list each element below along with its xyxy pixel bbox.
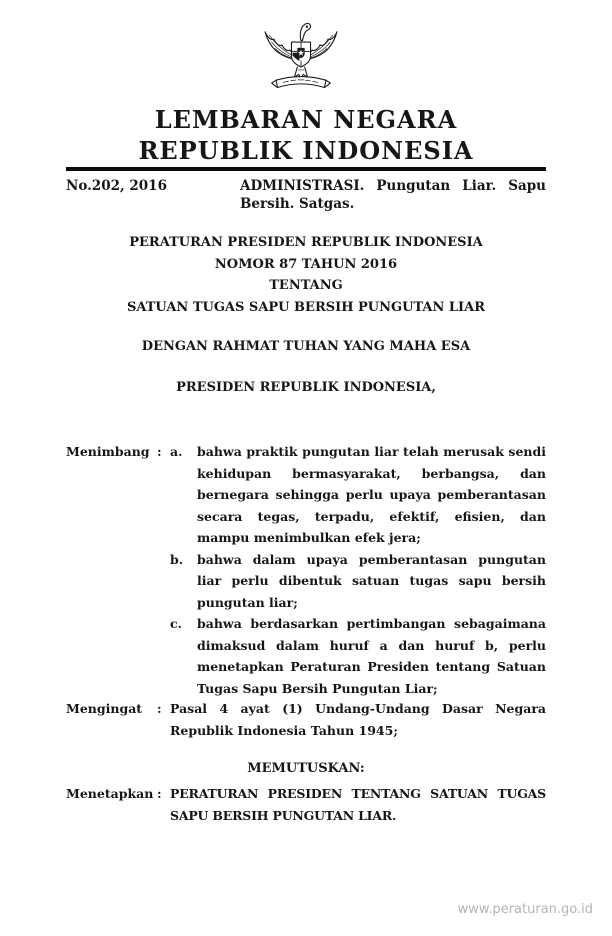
gazette-title (0, 104, 612, 166)
regulation-heading-line4: SATUAN TUGAS SAPU BERSIH PUNGUTAN LIAR (126, 299, 486, 315)
consideration-item (170, 549, 546, 614)
decision-heading: MEMUTUSKAN: (247, 761, 365, 776)
masthead-info-row (66, 177, 546, 213)
enactment-label: Menetapkan (66, 786, 154, 801)
consideration-item-letter: c. (170, 616, 182, 631)
source-watermark: www.peraturan.go.id (457, 902, 593, 917)
invocation-line: DENGAN RAHMAT TUHAN YANG MAHA ESA (141, 339, 471, 354)
garuda-pancasila-emblem (257, 15, 345, 97)
consideration-item (170, 441, 546, 549)
legal-basis-label: Mengingat (66, 701, 143, 716)
masthead-divider (66, 167, 546, 171)
consideration-item-letter: a. (170, 444, 183, 459)
legal-basis-text: Pasal 4 ayat (1) Undang-Undang Dasar Negara Republik Indonesia Tahun 1945; (170, 701, 546, 738)
consideration-item-letter: b. (170, 551, 184, 567)
consideration-item-text: bahwa praktik pungutan liar telah merusak sendi kehidupan bermasyarakat, berbangsa, dan bernegara sehingga perlu upaya pemberantasan secara tegas, terpadu, efektif, efisien, dan mampu menimbulkan efek jera; (197, 444, 546, 545)
gazette-number: No.202, 2016 (66, 178, 167, 194)
regulation-heading-line2: NOMOR 87 TAHUN 2016 (214, 256, 398, 272)
legal-basis-clause (66, 698, 546, 741)
considerations-list (170, 441, 546, 699)
consideration-item-text: bahwa berdasarkan pertimbangan sebagaimana dimaksud dalam huruf a dan huruf b, perlu menetapkan Peraturan Presiden tentang Satuan Tugas Sapu Bersih Pungutan Liar; (197, 616, 546, 696)
enactment-colon: : (157, 786, 162, 801)
enactment-text: PERATURAN PRESIDEN TENTANG SATUAN TUGAS SAPU BERSIH PUNGUTAN LIAR. (170, 786, 546, 823)
gazette-subject: ADMINISTRASI. Pungutan Liar. Sapu Bersih. Satgas. (240, 178, 546, 212)
regulation-heading-line3: TENTANG (269, 278, 343, 293)
legal-basis-colon: : (157, 701, 162, 716)
authority-line: PRESIDEN REPUBLIK INDONESIA, (176, 380, 436, 395)
consideration-item (170, 613, 546, 699)
gazette-title-line1: LEMBARAN NEGARA (154, 105, 458, 134)
regulation-heading (66, 232, 546, 318)
consideration-item-text: bahwa dalam upaya pemberantasan pungutan liar perlu dibentuk satuan tugas sapu bersih pungutan liar; (197, 551, 546, 610)
considerations-clause (66, 441, 546, 699)
considerations-label: Menimbang (66, 444, 150, 459)
gazette-title-line2: REPUBLIK INDONESIA (138, 136, 474, 165)
enactment-clause (66, 783, 546, 826)
regulation-heading-line1: PERATURAN PRESIDEN REPUBLIK INDONESIA (129, 235, 483, 250)
considerations-colon: : (157, 444, 162, 459)
